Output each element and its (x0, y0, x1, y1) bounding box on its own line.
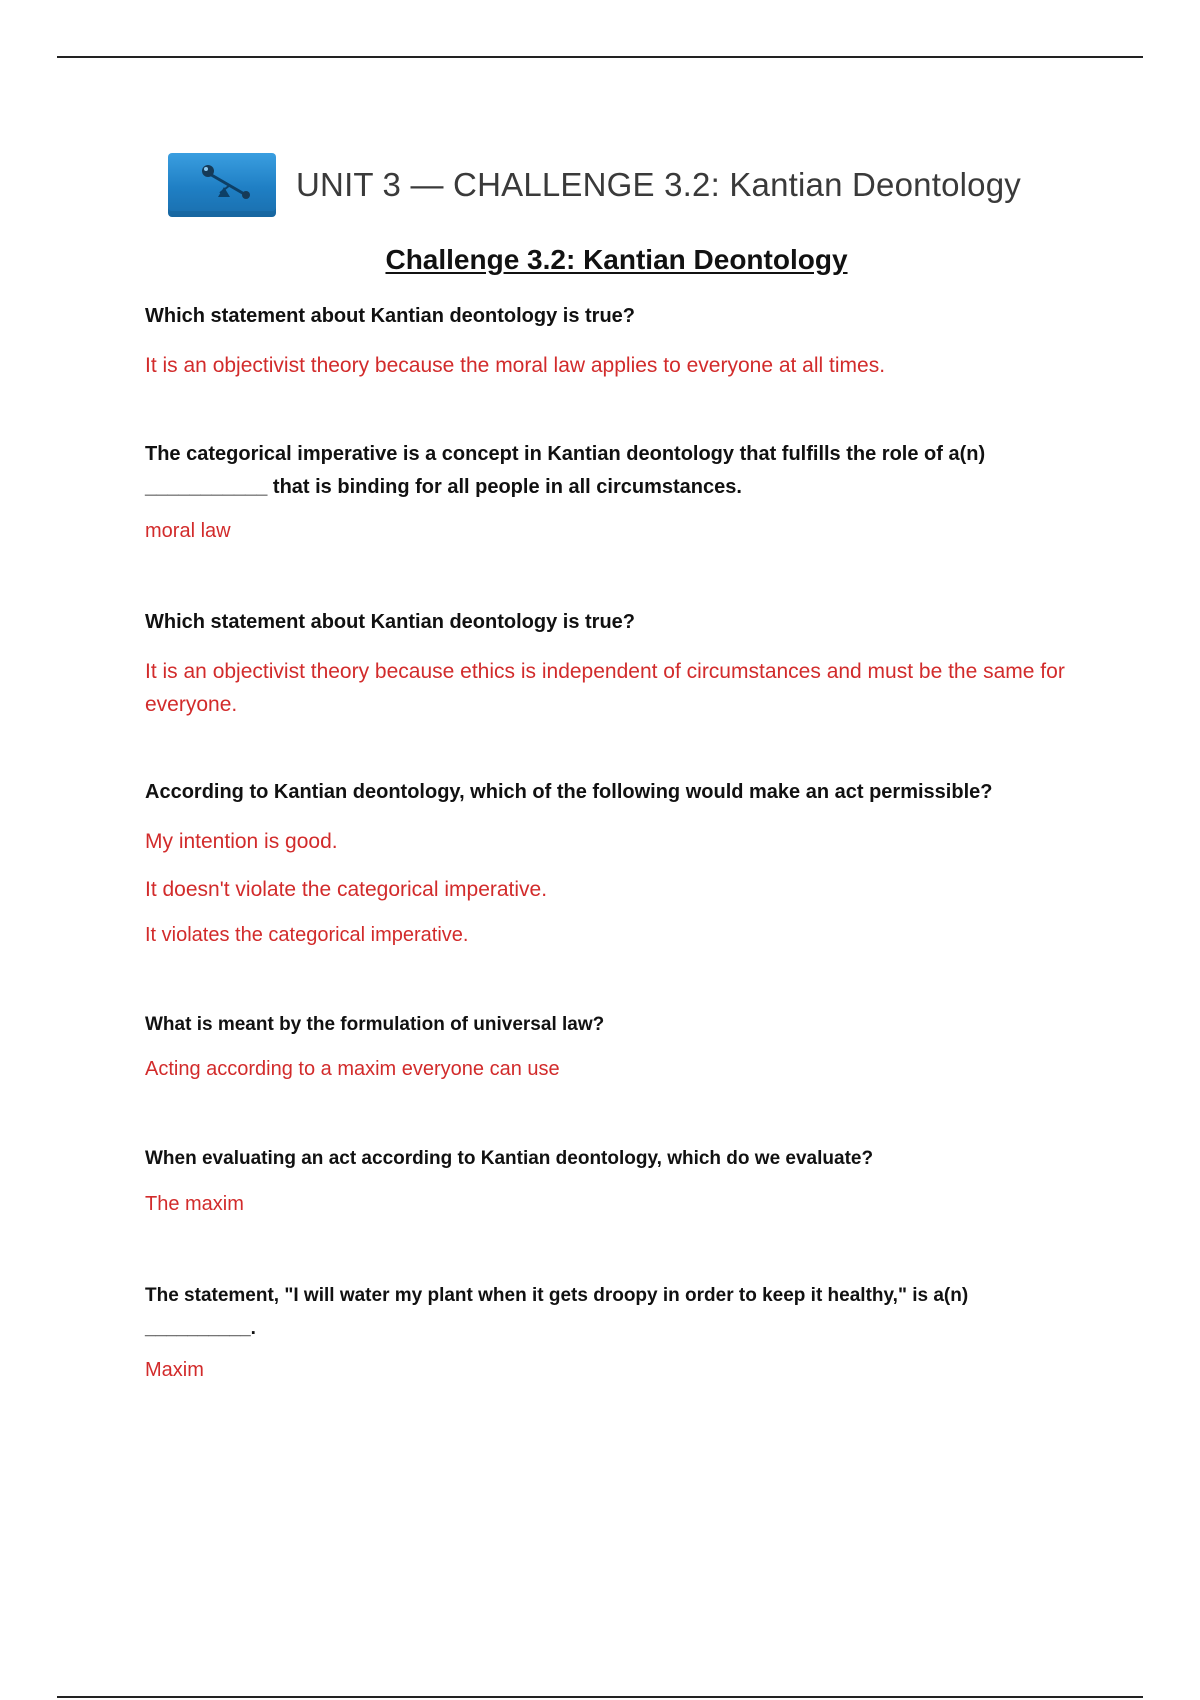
question-text: According to Kantian deontology, which of the following would make an act permissible? (145, 781, 993, 803)
question-block-5 (145, 1008, 1095, 1086)
question-text: Which statement about Kantian deontology is true? (145, 611, 636, 633)
question-text: When evaluating an act according to Kantian deontology, which do we evaluate? (145, 1148, 874, 1169)
unit-badge (168, 153, 276, 217)
answer-text: Acting according to a maxim everyone can use (145, 1058, 560, 1080)
lever-icon (168, 153, 276, 217)
bottom-rule (57, 1696, 1143, 1698)
question-block-2 (145, 438, 1095, 548)
question-block-6 (145, 1142, 1095, 1221)
question-text-line-2: __________. (145, 1318, 256, 1339)
question-text-line-1: The categorical imperative is a concept in Kantian deontology that fulfills the role of a(n) (145, 443, 986, 465)
answer-text: The maxim (145, 1193, 244, 1215)
question-text: Which statement about Kantian deontology is true? (145, 305, 636, 327)
answer-text: It is an objectivist theory because the moral law applies to everyone at all times. (145, 354, 886, 377)
document-title: Challenge 3.2: Kantian Deontology (385, 244, 848, 275)
question-block-3 (145, 606, 1095, 721)
question-block-7 (145, 1279, 1095, 1387)
answer-text-1: My intention is good. (145, 830, 338, 853)
answer-text: Maxim (145, 1359, 204, 1381)
unit-title: UNIT 3 — CHALLENGE 3.2: Kantian Deontology (296, 166, 1021, 203)
question-text: What is meant by the formulation of universal law? (145, 1014, 605, 1035)
question-block-4 (145, 776, 1095, 952)
answer-text: moral law (145, 520, 231, 542)
question-block-1 (145, 300, 1095, 382)
answer-text-2: It doesn't violate the categorical imperative. (145, 878, 548, 901)
answer-text: It is an objectivist theory because ethics is independent of circumstances and must be the same for everyone. (145, 660, 1065, 716)
question-text-line-2: ___________ that is binding for all people in all circumstances. (145, 476, 742, 498)
answer-text-3: It violates the categorical imperative. (145, 924, 469, 946)
unit-header (168, 153, 1021, 217)
question-list (145, 300, 1095, 1387)
question-text-line-1: The statement, "I will water my plant when it gets droopy in order to keep it healthy," is a(n) (145, 1285, 969, 1306)
top-rule (57, 56, 1143, 58)
